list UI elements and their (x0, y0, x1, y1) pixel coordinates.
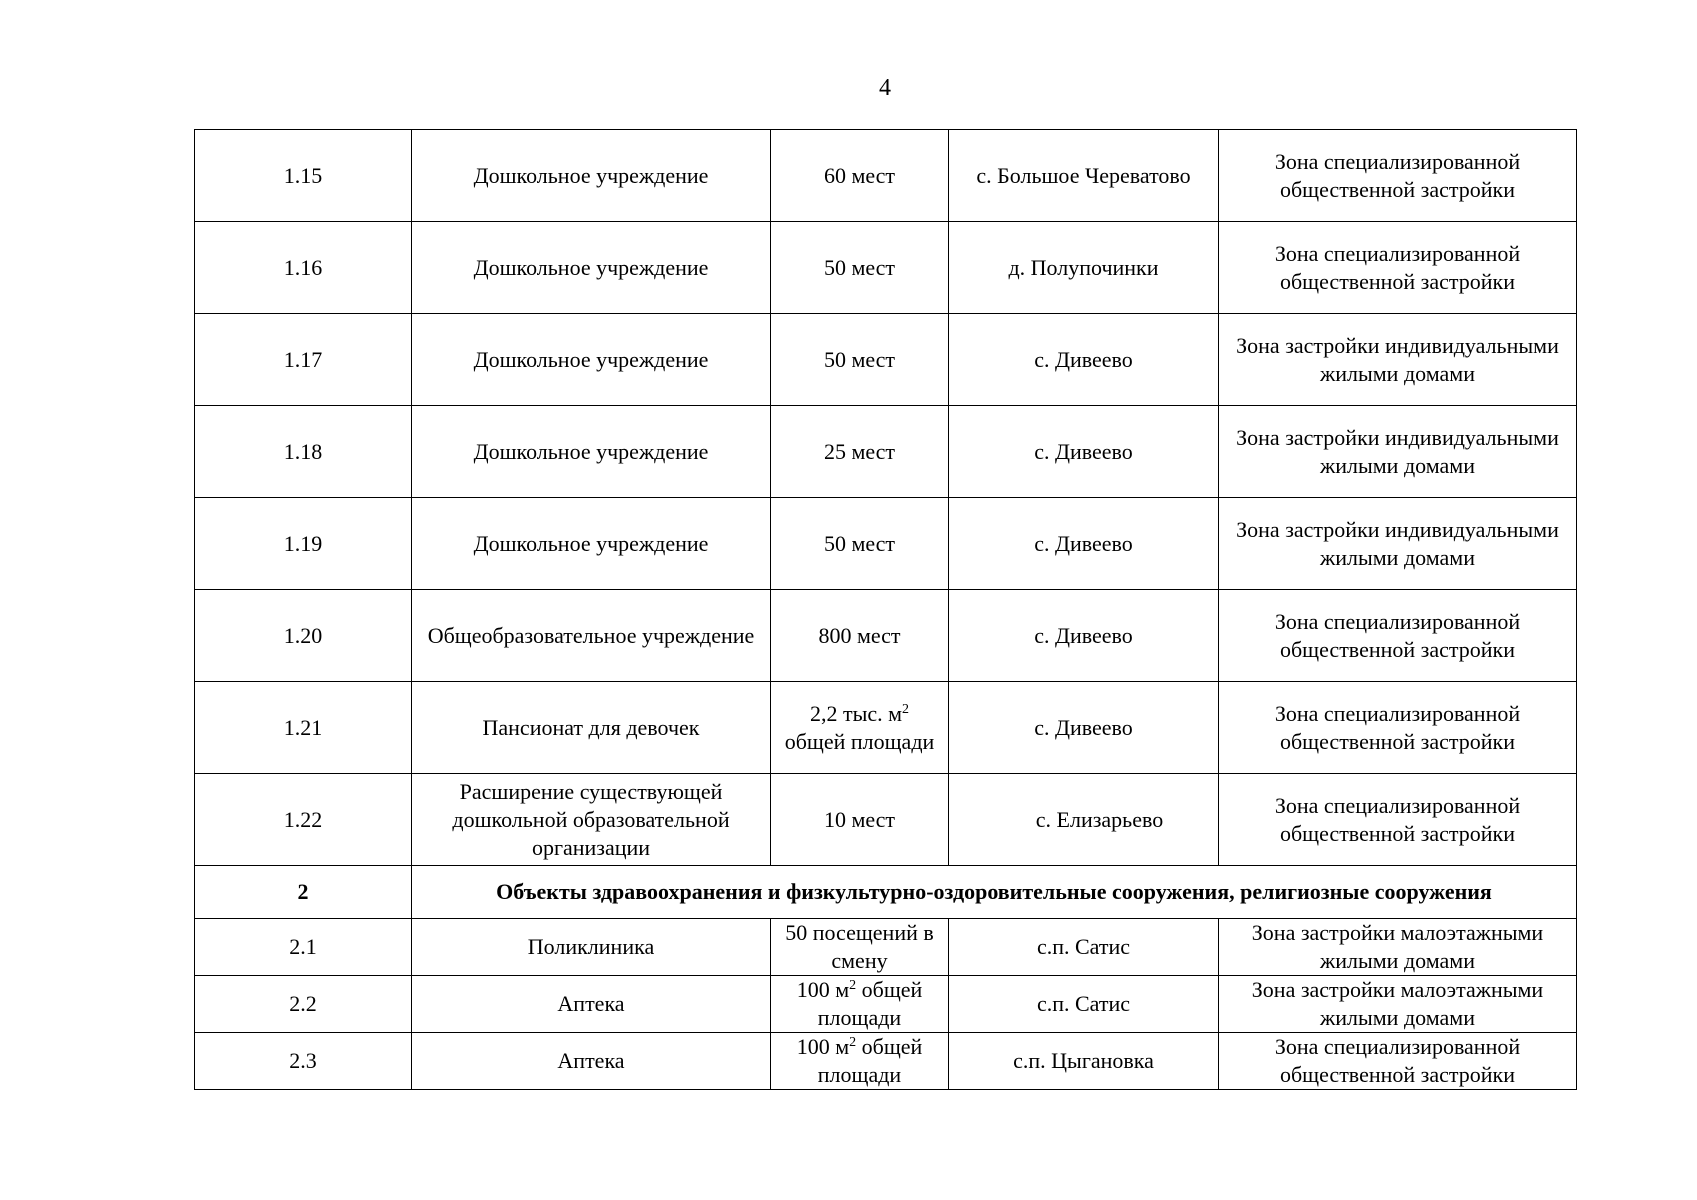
superscript: 2 (902, 701, 910, 717)
cell-object-name: Дошкольное учреждение (412, 314, 771, 406)
cell-zone: Зона специализированной общественной застройки (1219, 222, 1577, 314)
cell-number: 1.17 (195, 314, 412, 406)
capacity-text: 100 м (796, 977, 850, 1002)
table-row (195, 774, 1577, 866)
cell-object-name: Дошкольное учреждение (412, 222, 771, 314)
cell-number: 2.3 (195, 1033, 412, 1090)
cell-object-name: Дошкольное учреждение (412, 406, 771, 498)
capacity-text: общей площади (817, 977, 923, 1030)
cell-object-name: Общеобразовательное учреждение (412, 590, 771, 682)
superscript: 2 (849, 978, 857, 993)
cell-location: с. Дивеево (949, 314, 1219, 406)
cell-object-name: Пансионат для девочек (412, 682, 771, 774)
cell-zone: Зона специализированной общественной застройки (1219, 774, 1577, 866)
cell-zone: Зона застройки индивидуальными жилыми домами (1219, 314, 1577, 406)
cell-object-name: Расширение существующей дошкольной образовательной организации (412, 774, 771, 866)
table-row (195, 314, 1577, 406)
capacity-text: общей площади (817, 1034, 923, 1087)
cell-number: 1.20 (195, 590, 412, 682)
table-row (195, 590, 1577, 682)
cell-location: с.п. Цыгановка (949, 1033, 1219, 1090)
table-row (195, 976, 1577, 1033)
table-row (195, 222, 1577, 314)
cell-number: 1.16 (195, 222, 412, 314)
cell-zone: Зона специализированной общественной застройки (1219, 1033, 1577, 1090)
cell-location: с. Дивеево (949, 682, 1219, 774)
cell-capacity: 50 посещений в смену (771, 919, 949, 976)
table-row (195, 498, 1577, 590)
table-row (195, 130, 1577, 222)
cell-capacity: 25 мест (771, 406, 949, 498)
cell-zone: Зона специализированной общественной застройки (1219, 130, 1577, 222)
cell-number: 1.15 (195, 130, 412, 222)
cell-location: с. Дивеево (949, 406, 1219, 498)
cell-capacity (771, 1033, 949, 1090)
table-row (195, 919, 1577, 976)
cell-zone: Зона застройки малоэтажными жилыми домами (1219, 976, 1577, 1033)
section-title: Объекты здравоохранения и физкультурно-оздоровительные сооружения, религиозные сооружения (412, 866, 1577, 919)
page-number: 4 (879, 75, 891, 101)
cell-location: с.п. Сатис (949, 919, 1219, 976)
cell-zone: Зона застройки индивидуальными жилыми домами (1219, 498, 1577, 590)
cell-capacity: 10 мест (771, 774, 949, 866)
cell-number: 2.1 (195, 919, 412, 976)
cell-object-name: Аптека (412, 1033, 771, 1090)
section-row (195, 866, 1577, 919)
cell-zone: Зона специализированной общественной застройки (1219, 590, 1577, 682)
cell-capacity (771, 682, 949, 774)
cell-number: 2.2 (195, 976, 412, 1033)
cell-number: 1.19 (195, 498, 412, 590)
cell-zone: Зона специализированной общественной застройки (1219, 682, 1577, 774)
objects-table (194, 129, 1577, 1090)
cell-location: с.п. Сатис (949, 976, 1219, 1033)
section-number: 2 (195, 866, 412, 919)
cell-capacity: 50 мест (771, 222, 949, 314)
cell-capacity: 50 мест (771, 314, 949, 406)
cell-capacity: 60 мест (771, 130, 949, 222)
cell-location: д. Полупочинки (949, 222, 1219, 314)
capacity-text: общей площади (784, 728, 935, 754)
cell-capacity (771, 976, 949, 1033)
cell-zone: Зона застройки индивидуальными жилыми домами (1219, 406, 1577, 498)
cell-zone: Зона застройки малоэтажными жилыми домами (1219, 919, 1577, 976)
cell-location: с. Дивеево (949, 498, 1219, 590)
cell-capacity: 50 мест (771, 498, 949, 590)
cell-capacity: 800 мест (771, 590, 949, 682)
cell-object-name: Поликлиника (412, 919, 771, 976)
table-row (195, 406, 1577, 498)
cell-location: с. Большое Череватово (949, 130, 1219, 222)
capacity-text: 2,2 тыс. м (809, 700, 903, 726)
cell-location: с. Елизарьево (949, 774, 1219, 866)
table-row (195, 682, 1577, 774)
cell-object-name: Аптека (412, 976, 771, 1033)
cell-object-name: Дошкольное учреждение (412, 498, 771, 590)
superscript: 2 (849, 1035, 857, 1050)
cell-number: 1.22 (195, 774, 412, 866)
table-row (195, 1033, 1577, 1090)
capacity-text: 100 м (796, 1034, 850, 1059)
cell-object-name: Дошкольное учреждение (412, 130, 771, 222)
cell-location: с. Дивеево (949, 590, 1219, 682)
cell-number: 1.18 (195, 406, 412, 498)
cell-number: 1.21 (195, 682, 412, 774)
